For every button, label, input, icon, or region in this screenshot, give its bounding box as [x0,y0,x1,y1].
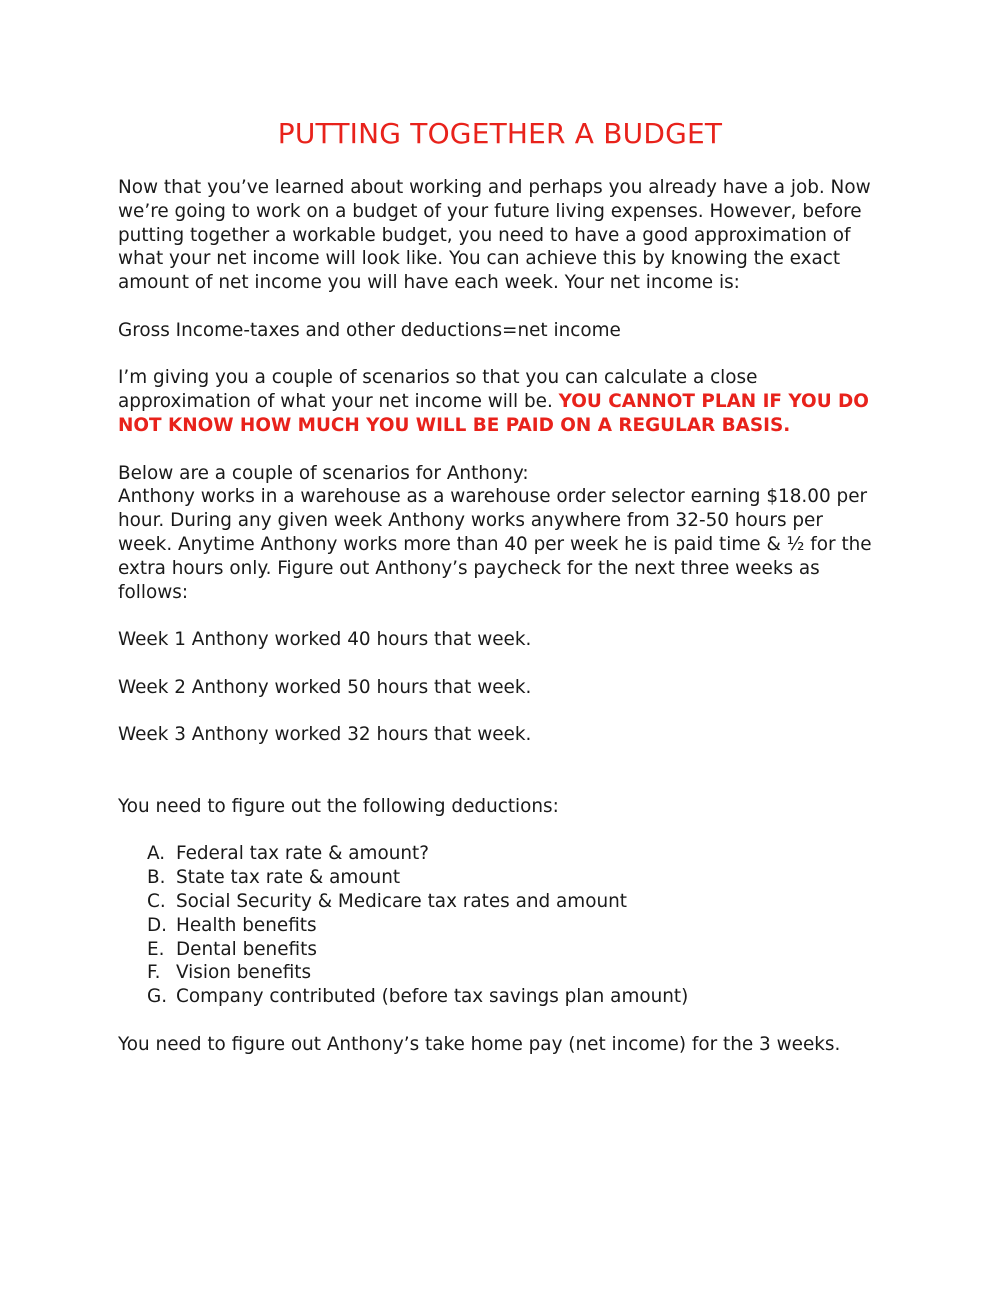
page-title: PUTTING TOGETHER A BUDGET [277,117,723,150]
list-item [118,914,878,938]
warning-text: YOU CANNOT PLAN IF YOU DO NOT KNOW HOW MUCH YOU WILL BE PAID ON A REGULAR BASIS. [118,391,869,436]
list-marker: E. [147,938,165,960]
deductions-list [118,842,878,1009]
list-item-text: State tax rate & amount [176,867,401,889]
week-2-text: Week 2 Anthony worked 50 hours that week. [118,676,532,698]
list-marker: A. [147,843,166,865]
list-marker: G. [147,986,168,1008]
scenarios-intro-text: I’m giving you a couple of scenarios so that you can calculate a close approximation of what your net income will be. [118,367,758,413]
net-income-formula: Gross Income-taxes and other deductions=net income [118,319,621,341]
scenarios-paragraph [118,366,878,437]
list-item [118,842,878,866]
deductions-intro: You need to figure out the following deductions: [118,795,559,817]
list-marker: F. [147,962,161,984]
list-marker: C. [147,890,166,912]
worksheet-body [118,176,878,1056]
list-marker: B. [147,867,166,889]
list-item-text: Vision benefits [176,962,312,984]
list-item [118,866,878,890]
list-item [118,938,878,962]
list-item-text: Company contributed (before tax savings plan amount) [176,986,689,1008]
list-item [118,890,878,914]
list-marker: D. [147,914,168,936]
list-item-text: Health benefits [176,914,317,936]
week-1-text: Week 1 Anthony worked 40 hours that week. [118,629,532,651]
list-item-text: Dental benefits [176,938,317,960]
closing-paragraph: You need to figure out Anthony’s take home pay (net income) for the 3 weeks. [118,1033,841,1055]
list-item-text: Federal tax rate & amount? [176,843,429,865]
anthony-description: Anthony works in a warehouse as a warehouse order selector earning $18.00 per hour. During any given week Anthony works anywhere from 32-50 hours per week. Anytime Anthony works more than 40 per week he is paid time & ½ for the extra hours only. Figure out Anthony’s paycheck for the next three weeks as follows: [118,486,872,603]
anthony-heading: Below are a couple of scenarios for Anthony: [118,462,529,484]
list-item [118,985,878,1009]
week-3-text: Week 3 Anthony worked 32 hours that week. [118,724,532,746]
list-item [118,961,878,985]
intro-paragraph: Now that you’ve learned about working and perhaps you already have a job. Now we’re going to work on a budget of your future living expenses. However, before putting together a workable budget, you need to have a good approximation of what your net income will look like. You can achieve this by knowing the exact amount of net income you will have each week. Your net income is: [118,177,871,294]
list-item-text: Social Security & Medicare tax rates and amount [176,890,627,912]
